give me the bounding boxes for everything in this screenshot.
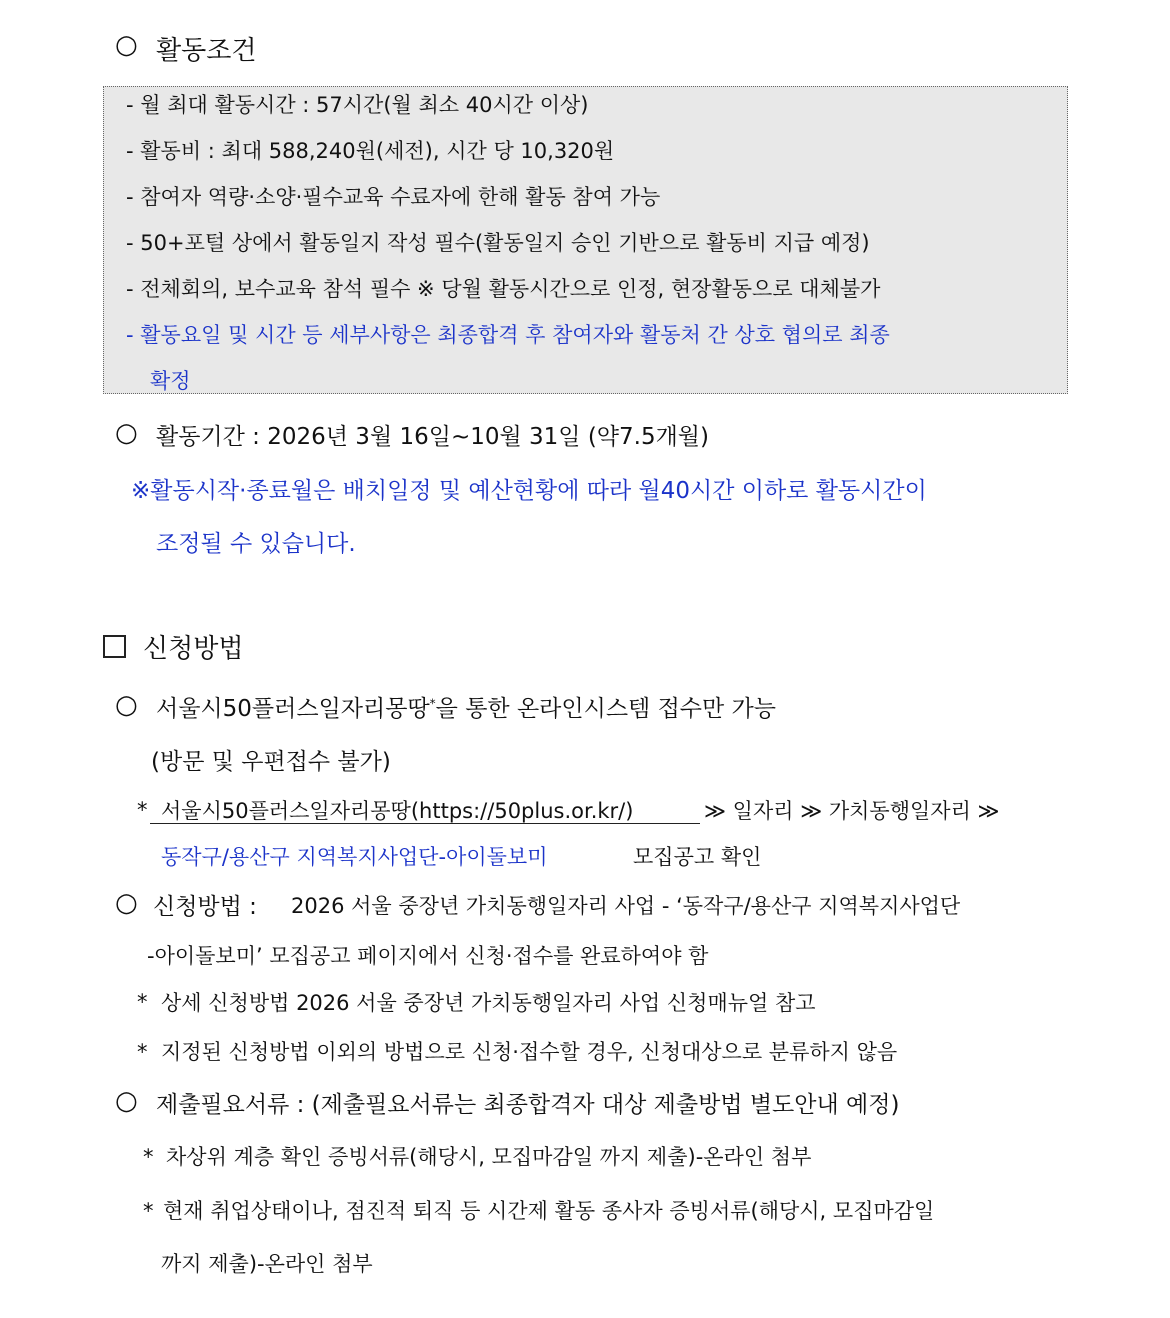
condition-line: - 월 최대 활동시간 : 57시간(월 최소 40시간 이상)	[126, 93, 589, 117]
condition-line-highlight: - 활동요일 및 시간 등 세부사항은 최종합격 후 참여자와 활동처 간 상호 협의로 최종	[126, 323, 890, 347]
required-documents: 제출필요서류 : (제출필요서류는 최종합격자 대상 제출방법 별도안내 예정)	[156, 1092, 900, 1118]
site-link[interactable]: 서울시50플러스일자리몽땅(https://50plus.or.kr/)	[161, 799, 634, 823]
application-method-text-cont: -아이돌보미’ 모집공고 페이지에서 신청·접수를 완료하여야 함	[147, 944, 709, 968]
circle-bullet-icon: ○	[115, 690, 138, 720]
circle-bullet-icon: ○	[115, 30, 138, 60]
online-only-notice-b: 을 통한 온라인시스템 접수만 가능	[435, 696, 776, 722]
activity-period-note: ※활동시작·종료월은 배치일정 및 예산현황에 따라 월40시간 이하로 활동시간이	[131, 478, 927, 504]
star-bullet-icon: *	[143, 1145, 154, 1169]
invalid-application-note: 지정된 신청방법 이외의 방법으로 신청·접수할 경우, 신청대상으로 분류하지 않음	[161, 1040, 898, 1064]
recruitment-notice-check: 모집공고 확인	[633, 845, 762, 869]
condition-line: - 50+포털 상에서 활동일지 작성 필수(활동일지 승인 기반으로 활동비 지급 예정)	[126, 231, 870, 255]
section-title-application-method: 신청방법	[143, 634, 244, 664]
condition-line: - 활동비 : 최대 588,240원(세전), 시간 당 10,320원	[126, 139, 615, 163]
conditions-box	[103, 86, 1068, 394]
condition-line-highlight-cont: 확정	[150, 369, 191, 393]
section-title-activity-conditions: 활동조건	[156, 36, 257, 66]
activity-period-note-cont: 조정될 수 있습니다.	[156, 531, 356, 557]
star-bullet-icon: *	[137, 990, 148, 1014]
required-document-item: 차상위 계층 확인 증빙서류(해당시, 모집마감일 까지 제출)-온라인 첨부	[166, 1145, 812, 1169]
circle-bullet-icon: ○	[115, 888, 138, 918]
recruitment-program-name: 동작구/용산구 지역복지사업단-아이돌보미	[161, 845, 548, 869]
circle-bullet-icon: ○	[115, 1086, 138, 1116]
link-underline	[150, 822, 700, 824]
application-method-text: 2026 서울 중장년 가치동행일자리 사업 - ‘동작구/용산구 지역복지사업단	[291, 894, 961, 918]
online-only-notice	[156, 690, 776, 723]
star-bullet-icon: *	[137, 1040, 148, 1064]
online-only-notice-a: 서울시50플러스일자리몽땅	[156, 696, 430, 722]
site-navigation-path: ≫ 일자리 ≫ 가치동행일자리 ≫	[704, 799, 1000, 823]
no-visit-mail-notice: (방문 및 우편접수 불가)	[151, 749, 391, 775]
square-bullet-icon	[103, 635, 126, 658]
condition-line: - 전체회의, 보수교육 참석 필수 ※ 당월 활동시간으로 인정, 현장활동으로 대체불가	[126, 277, 881, 301]
footnote-star: *	[429, 696, 436, 711]
application-method-label: 신청방법 :	[153, 894, 257, 920]
circle-bullet-icon: ○	[115, 418, 138, 448]
activity-period: 활동기간 : 2026년 3월 16일~10월 31일 (약7.5개월)	[156, 424, 709, 450]
star-bullet-icon: *	[137, 798, 148, 822]
required-document-item-cont: 까지 제출)-온라인 첨부	[161, 1252, 373, 1276]
manual-reference-note: 상세 신청방법 2026 서울 중장년 가치동행일자리 사업 신청매뉴얼 참고	[161, 991, 816, 1015]
condition-line: - 참여자 역량·소양·필수교육 수료자에 한해 활동 참여 가능	[126, 185, 661, 209]
required-document-item: 현재 취업상태이나, 점진적 퇴직 등 시간제 활동 종사자 증빙서류(해당시, 모집마감일	[163, 1199, 935, 1223]
star-bullet-icon: *	[143, 1199, 154, 1223]
